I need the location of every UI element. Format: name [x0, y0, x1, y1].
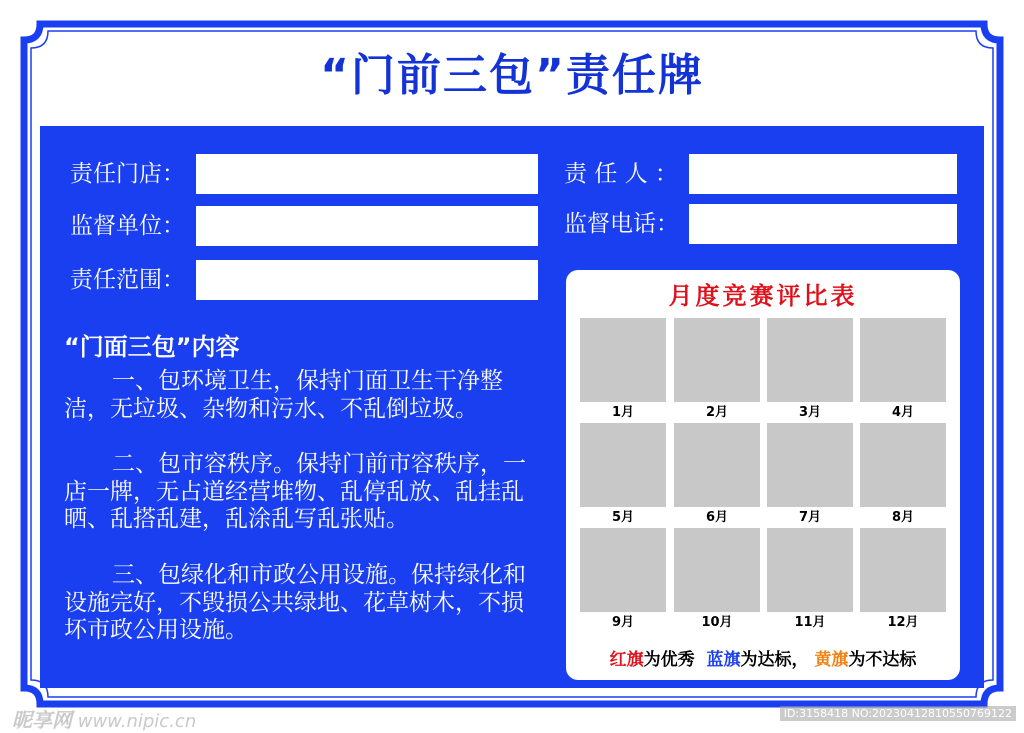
month-label-5: 5月: [611, 510, 635, 525]
month-cell-4: [860, 318, 946, 402]
watermark-url: www.nipic.cn: [77, 711, 197, 732]
month-cell-7: [767, 423, 853, 507]
legend-red-text: 为优秀: [643, 650, 695, 670]
person-label: 责 任 人 ：: [564, 161, 678, 187]
legend-blue-text: 为达标，: [740, 650, 809, 670]
month-cell-12: [860, 528, 946, 612]
person-field[interactable]: [689, 154, 957, 194]
month-cell-10: [674, 528, 760, 612]
store-label: 责任门店：: [70, 161, 185, 187]
flag-legend: [566, 648, 960, 672]
month-cell-8: [860, 423, 946, 507]
content-item-1: 一、包环境卫生，保持门面卫生干净整洁，无垃圾、杂物和污水、不乱倒垃圾。: [64, 368, 503, 422]
content-heading: “门面三包”内容: [64, 333, 240, 361]
phone-label: 监督电话：: [564, 211, 679, 237]
supervisor-field[interactable]: [196, 206, 538, 246]
month-label-12: 12月: [887, 615, 919, 630]
legend-blue-flag: 蓝旗: [706, 650, 741, 670]
month-cell-11: [767, 528, 853, 612]
scope-label: 责任范围：: [70, 267, 185, 293]
month-label-8: 8月: [891, 510, 915, 525]
evaluation-card: [566, 270, 960, 680]
sign-title: “门前三包”责任牌: [320, 50, 704, 101]
month-cell-5: [580, 423, 666, 507]
month-label-10: 10月: [701, 615, 733, 630]
month-label-2: 2月: [705, 405, 729, 420]
month-label-7: 7月: [798, 510, 822, 525]
supervisor-label: 监督单位：: [70, 213, 185, 239]
legend-yellow-flag: 黄旗: [814, 650, 849, 670]
month-cell-1: [580, 318, 666, 402]
content-item-3: 三、包绿化和市政公用设施。保持绿化和设施完好，不毁损公共绿地、花草树木，不损坏市政公用设施。: [64, 562, 526, 643]
main-panel: [40, 126, 984, 688]
month-label-6: 6月: [705, 510, 729, 525]
watermark-id: ID:3158418 NO:20230412810550769122: [780, 706, 1016, 721]
scope-field[interactable]: [196, 260, 538, 300]
evaluation-title: 月度竞赛评比表: [668, 282, 858, 310]
legend-red-flag: 红旗: [609, 650, 644, 670]
legend-yellow-text: 为不达标: [848, 650, 917, 670]
month-label-11: 11月: [794, 615, 826, 630]
phone-field[interactable]: [689, 204, 957, 244]
content-item-2: 二、包市容秩序。保持门前市容秩序，一店一牌，无占道经营堆物、乱停乱放、乱挂乱晒、乱搭乱建，乱涂乱写乱张贴。: [64, 451, 526, 532]
month-label-4: 4月: [891, 405, 915, 420]
month-cell-9: [580, 528, 666, 612]
month-cell-6: [674, 423, 760, 507]
month-cell-2: [674, 318, 760, 402]
watermark-brand: [12, 704, 196, 733]
month-cell-3: [767, 318, 853, 402]
watermark-brand-name: 昵享网: [12, 708, 72, 732]
month-label-3: 3月: [798, 405, 822, 420]
month-label-1: 1月: [611, 405, 635, 420]
month-label-9: 9月: [611, 615, 635, 630]
store-field[interactable]: [196, 154, 538, 194]
